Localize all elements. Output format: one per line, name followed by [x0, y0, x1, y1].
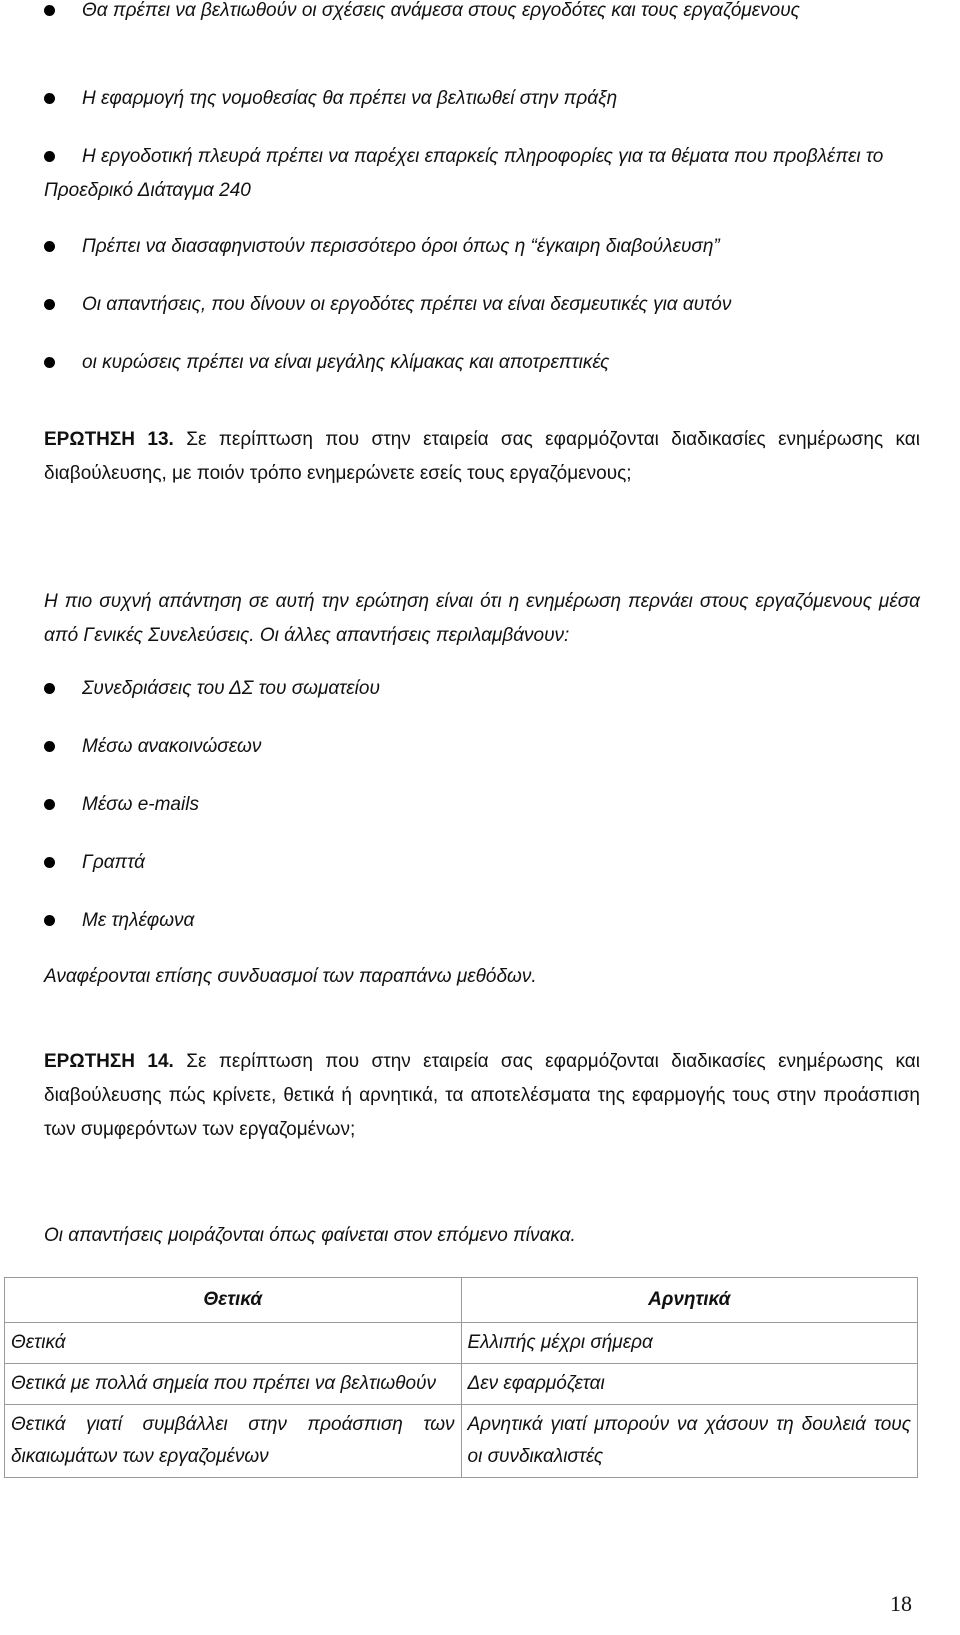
list-item — [44, 230, 924, 264]
question-13 — [44, 423, 920, 491]
bullet-icon — [44, 741, 55, 752]
bullet-icon — [44, 915, 55, 926]
list-item-text: Με τηλέφωνα — [82, 910, 195, 931]
question-13-text: Σε περίπτωση που στην εταιρεία σας εφαρμόζονται διαδικασίες ενημέρωσης και διαβούλευσης, με ποιόν τρόπο ενημερώνετε εσείς τους εργαζόμενους; — [44, 429, 920, 484]
bullet-icon — [44, 683, 55, 694]
list-item-text: Η εφαρμογή της νομοθεσίας θα πρέπει να βελτιωθεί στην πράξη — [82, 88, 618, 109]
list-item-text: Μέσω e-mails — [82, 794, 199, 815]
bullet-icon — [44, 799, 55, 810]
list-item — [44, 140, 924, 208]
table-cell: Θετικά γιατί συμβάλλει στην προάσπιση των δικαιωμάτων των εργαζομένων — [5, 1405, 462, 1478]
bullet-icon — [44, 5, 55, 16]
bullet-icon — [44, 357, 55, 368]
table-row — [5, 1364, 918, 1405]
bullet-icon — [44, 151, 55, 162]
answer-13-outro: Αναφέρονται επίσης συνδυασμοί των παραπάνω μεθόδων. — [44, 966, 537, 987]
list-item-text: Πρέπει να διασαφηνιστούν περισσότερο όροι όπως η “έγκαιρη διαβούλευση” — [82, 236, 720, 257]
answer-13-intro: Η πιο συχνή απάντηση σε αυτή την ερώτηση είναι ότι η ενημέρωση περνάει στους εργαζόμενους μέσα από Γενικές Συνελεύσεις. Οι άλλες απαντήσεις περιλαμβάνουν: — [44, 591, 920, 646]
list-item — [44, 904, 924, 938]
results-table — [4, 1277, 918, 1478]
list-item-text: Η εργοδοτική πλευρά πρέπει να παρέχει επαρκείς πληροφορίες για τα θέματα που προβλέπει το Προεδρικό Διάταγμα 240 — [44, 146, 884, 201]
table-row — [5, 1323, 918, 1364]
list-item-text: οι κυρώσεις πρέπει να είναι μεγάλης κλίμακας και αποτρεπτικές — [82, 352, 610, 373]
list-item-text: Οι απαντήσεις, που δίνουν οι εργοδότες πρέπει να είναι δεσμευτικές για αυτόν — [82, 294, 732, 315]
list-item-text: Θα πρέπει να βελτιωθούν οι σχέσεις ανάμεσα στους εργοδότες και τους εργαζόμενους — [82, 0, 800, 21]
table-header-row — [5, 1278, 918, 1323]
question-13-label: ΕΡΩΤΗΣΗ 13. — [44, 429, 174, 450]
list-item — [44, 288, 924, 322]
answer-14-intro: Οι απαντήσεις μοιράζονται όπως φαίνεται στον επόμενο πίνακα. — [44, 1225, 576, 1246]
list-item-text: Μέσω ανακοινώσεων — [82, 736, 262, 757]
page-number: 18 — [890, 1591, 912, 1616]
bullet-icon — [44, 299, 55, 310]
list-item — [44, 730, 924, 764]
list-item — [44, 346, 924, 380]
list-item-text: Συνεδριάσεις του ΔΣ του σωματείου — [82, 678, 380, 699]
question-14-text: Σε περίπτωση που στην εταιρεία σας εφαρμόζονται διαδικασίες ενημέρωσης και διαβούλευσης πώς κρίνετε, θετικά ή αρνητικά, τα αποτελέσματα της εφαρμογής τους στην προάσπιση των συμφερόντων των εργαζομένων; — [44, 1051, 920, 1140]
question-14 — [44, 1045, 920, 1147]
table-cell: Αρνητικά γιατί μπορούν να χάσουν τη δουλειά τους οι συνδικαλιστές — [461, 1405, 918, 1478]
table-cell: Θετικά με πολλά σημεία που πρέπει να βελτιωθούν — [5, 1364, 462, 1405]
table-cell: Ελλιπής μέχρι σήμερα — [461, 1323, 918, 1364]
table-row — [5, 1405, 918, 1478]
question-14-label: ΕΡΩΤΗΣΗ 14. — [44, 1051, 174, 1072]
table-cell: Θετικά — [5, 1323, 462, 1364]
table-header-negative: Αρνητικά — [461, 1278, 918, 1323]
list-item — [44, 0, 924, 28]
list-item-text: Γραπτά — [82, 852, 145, 873]
bullet-icon — [44, 93, 55, 104]
list-item — [44, 846, 924, 880]
bullet-icon — [44, 857, 55, 868]
list-item — [44, 788, 924, 822]
list-item — [44, 672, 924, 706]
table-header-positive: Θετικά — [5, 1278, 462, 1323]
bullet-icon — [44, 241, 55, 252]
table-cell: Δεν εφαρμόζεται — [461, 1364, 918, 1405]
list-item — [44, 82, 924, 116]
